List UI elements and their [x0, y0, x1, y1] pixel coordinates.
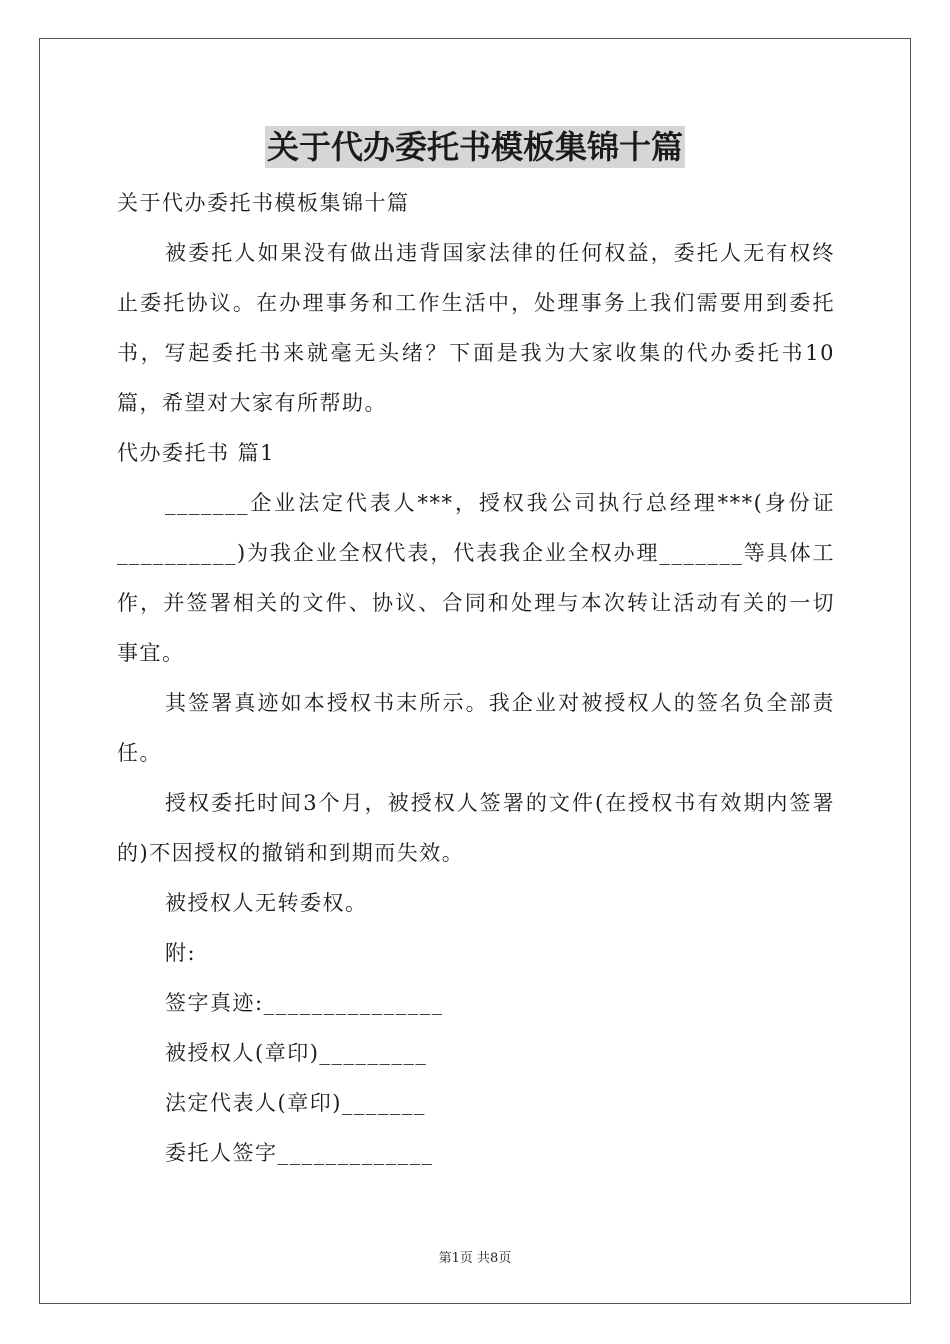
body-paragraph: 其签署真迹如本授权书末所示。我企业对被授权人的签名负全部责任。 [117, 691, 835, 765]
signature-line-authorized-person: 被授权人(章印)_________ [165, 1041, 428, 1065]
document-body [117, 178, 835, 1178]
page-footer: 第1页 共8页 [438, 1251, 512, 1266]
intro-paragraph: 被委托人如果没有做出违背国家法律的任何权益，委托人无有权终止委托协议。在办理事务和工作生活中，处理事务上我们需要用到委托书，写起委托书来就毫无头绪？下面是我为大家收集的代办委托书10篇，希望对大家有所帮助。 [117, 241, 835, 415]
signature-line-principal: 委托人签字_____________ [165, 1141, 434, 1165]
body-paragraph: 授权委托时间3个月，被授权人签署的文件(在授权书有效期内签署的)不因授权的撤销和到期而失效。 [117, 791, 835, 865]
document-title: 关于代办委托书模板集锦十篇 [266, 128, 683, 166]
body-paragraph: _______企业法定代表人***，授权我公司执行总经理***(身份证__________)为我企业全权代表，代表我企业全权办理_______等具体工作，并签署相关的文件、协议、合同和处理与本次转让活动有关的一切事宜。 [117, 491, 835, 665]
body-paragraph: 被授权人无转委权。 [165, 891, 368, 915]
document-subtitle: 关于代办委托书模板集锦十篇 [117, 191, 410, 215]
signature-line-handwriting: 签字真迹:_______________ [165, 991, 444, 1015]
signature-line-legal-representative: 法定代表人(章印)_______ [165, 1091, 426, 1115]
section-heading: 代办委托书 篇1 [117, 441, 276, 465]
title-wrapper [0, 126, 950, 168]
attachment-label: 附: [165, 941, 197, 965]
